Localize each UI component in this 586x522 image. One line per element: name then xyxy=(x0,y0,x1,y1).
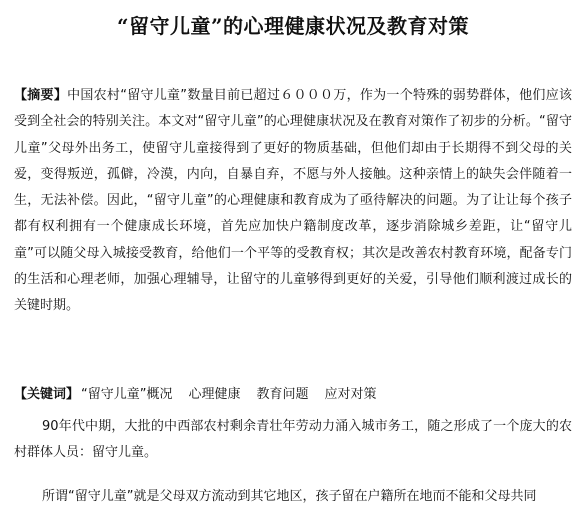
keyword-item: “留守儿童”概况 xyxy=(81,387,173,402)
body-paragraph: 90年代中期，大批的中西部农村剩余青壮年劳动力涌入城市务工，随之形成了一个庞大的农村群体人员：留守儿童。 xyxy=(14,419,572,461)
abstract-label: 【摘要】 xyxy=(14,88,68,103)
keywords-label: 【关键词】 xyxy=(14,387,80,402)
abstract-text: 中国农村“留守儿童”数量目前已超过６０００万，作为一个特殊的弱势群体，他们应该受到全社会的特别关注。本文对“留守儿童”的心理健康状况及在教育对策作了初步的分析。“留守儿童”父母外出务工，使留守儿童接得到了更好的物质基础，但他们却由于长期得不到父母的关爱，变得叛逆，孤僻，冷漠，内向，自暴自弃，不愿与外人接触。这种亲情上的缺失会伴随着一生，无法补偿。因此，“留守儿童”的心理健康和教育成为了亟待解决的问题。为了让让每个孩子都有权利拥有一个健康成长环境，首先应加快户籍制度改革，逐步消除城乡差距，让“留守儿童”可以随父母入城接受教育，给他们一个平等的受教育权；其次是改善农村教育环境，配备专门的生活和心理老师，加强心理辅导，让留守的儿童够得到更好的关爱，引导他们顺利渡过成长的关键时期。 xyxy=(14,88,572,314)
keyword-item: 心理健康 xyxy=(188,387,241,402)
keyword-item: 应对对策 xyxy=(324,387,377,402)
keyword-item: 教育问题 xyxy=(256,387,309,402)
document-title: “留守儿童”的心理健康状况及教育对策 xyxy=(116,14,469,38)
abstract-paragraph xyxy=(14,83,572,320)
keywords-line xyxy=(14,382,572,408)
body-paragraph: 所谓“留守儿童”就是父母双方流动到其它地区，孩子留在户籍所在地而不能和父母共同 xyxy=(42,489,537,504)
